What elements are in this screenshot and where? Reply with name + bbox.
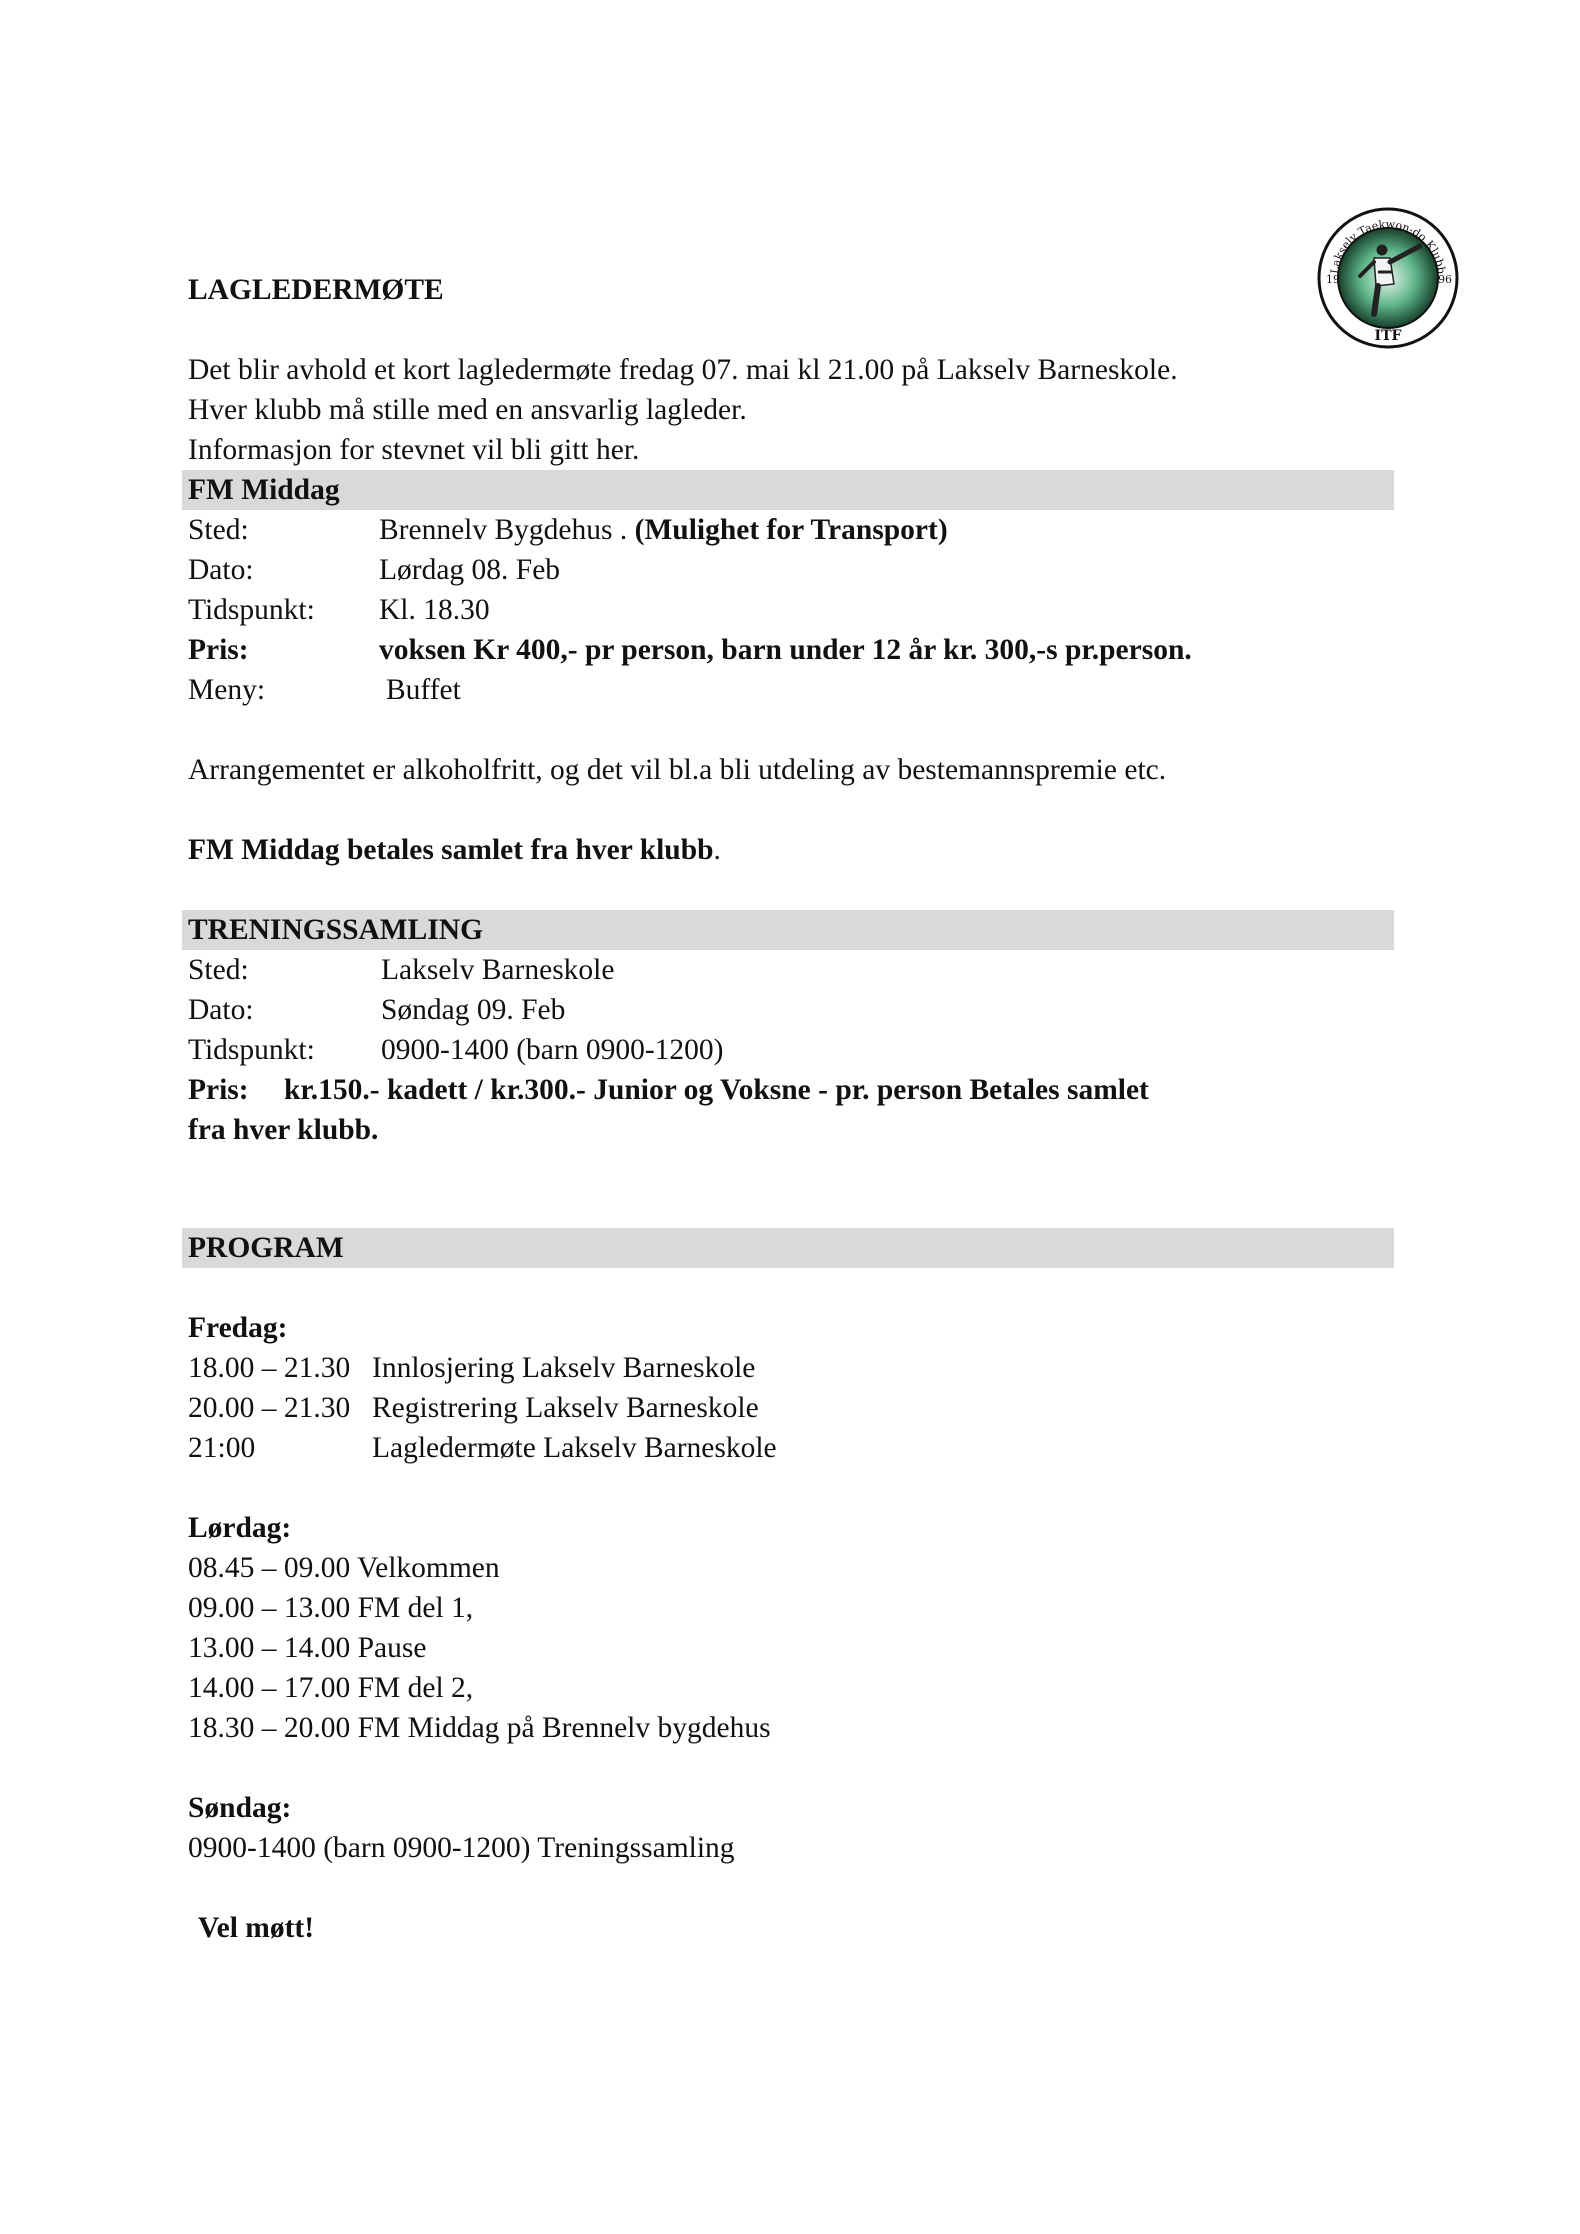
fm-middag-heading: FM Middag: [188, 474, 340, 506]
treningssamling-tid-label: Tidspunkt:: [188, 1034, 315, 1066]
logo-year-left: 19: [1326, 273, 1340, 286]
fm-middag-dato-value: Lørdag 08. Feb: [379, 554, 561, 586]
closing-text: Vel møtt!: [198, 1912, 315, 1944]
fm-middag-payment-bold: FM Middag betales samlet fra hver klubb: [188, 834, 714, 866]
fm-middag-transport-note: (Mulighet for Transport): [634, 514, 948, 546]
logo-ring-text: Lakselv Taekwon-do Klubb: [1328, 217, 1448, 275]
treningssamling-tid-value: 0900-1400 (barn 0900-1200): [381, 1034, 724, 1066]
fm-middag-sted-label: Sted:: [188, 514, 249, 546]
program-fredag-text-2: Registrering Lakselv Barneskole: [372, 1392, 759, 1424]
lagledermote-title: LAGLEDERMØTE: [188, 274, 444, 306]
treningssamling-sted-value: Lakselv Barneskole: [381, 954, 615, 986]
program-lordag-item-5: 18.30 – 20.00 FM Middag på Brennelv bygdehus: [188, 1712, 771, 1744]
club-logo-emblem-icon: [1316, 206, 1460, 350]
fm-middag-payment-end: .: [713, 834, 721, 866]
fm-middag-payment: [188, 830, 721, 870]
treningssamling-pris-label: Pris:: [188, 1074, 249, 1106]
program-heading: PROGRAM: [188, 1232, 344, 1264]
program-sondag-item-1: 0900-1400 (barn 0900-1200) Treningssamling: [188, 1832, 735, 1864]
treningssamling-dato-value: Søndag 09. Feb: [381, 994, 566, 1026]
logo-year-right: 96: [1438, 273, 1452, 286]
program-sondag-label: Søndag:: [188, 1792, 292, 1824]
program-lordag-label: Lørdag:: [188, 1512, 292, 1544]
treningssamling-dato-label: Dato:: [188, 994, 254, 1026]
fm-middag-tid-label: Tidspunkt:: [188, 594, 315, 626]
club-logo: [1316, 206, 1460, 350]
lagledermote-line-1: Det blir avhold et kort lagledermøte fredag 07. mai kl 21.00 på Lakselv Barneskole.: [188, 354, 1178, 386]
program-fredag-time-1: 18.00 – 21.30: [188, 1352, 351, 1384]
program-lordag-item-1: 08.45 – 09.00 Velkommen: [188, 1552, 500, 1584]
program-heading-bar: [182, 1228, 1394, 1268]
program-fredag-time-2: 20.00 – 21.30: [188, 1392, 351, 1424]
fm-middag-dato-label: Dato:: [188, 554, 254, 586]
fm-middag-pris-label: Pris:: [188, 634, 249, 666]
treningssamling-pris-value: kr.150.- kadett / kr.300.- Junior og Voksne - pr. person Betales samlet: [284, 1074, 1149, 1106]
treningssamling-pris-line-2: fra hver klubb.: [188, 1114, 379, 1146]
fm-middag-tid-value: Kl. 18.30: [379, 594, 490, 626]
treningssamling-heading: TRENINGSSAMLING: [188, 914, 484, 946]
fm-middag-meny-value: Buffet: [386, 674, 461, 706]
fm-middag-sted-value: [379, 510, 948, 550]
program-fredag-text-1: Innlosjering Lakselv Barneskole: [372, 1352, 756, 1384]
fm-middag-pris-value: voksen Kr 400,- pr person, barn under 12 år kr. 300,-s pr.person.: [379, 634, 1192, 666]
fm-middag-sted-text: Brennelv Bygdehus .: [379, 514, 628, 546]
treningssamling-heading-bar: [182, 910, 1394, 950]
fm-middag-note: Arrangementet er alkoholfritt, og det vil bl.a bli utdeling av bestemannspremie etc.: [188, 754, 1167, 786]
fm-middag-heading-bar: [182, 470, 1394, 510]
program-lordag-item-3: 13.00 – 14.00 Pause: [188, 1632, 427, 1664]
fm-middag-meny-label: Meny:: [188, 674, 266, 706]
program-fredag-time-3: 21:00: [188, 1432, 256, 1464]
lagledermote-line-3: Informasjon for stevnet vil bli gitt her.: [188, 434, 640, 466]
program-fredag-text-3: Lagledermøte Lakselv Barneskole: [372, 1432, 777, 1464]
program-fredag-label: Fredag:: [188, 1312, 288, 1344]
treningssamling-sted-label: Sted:: [188, 954, 249, 986]
program-lordag-item-2: 09.00 – 13.00 FM del 1,: [188, 1592, 474, 1624]
logo-bottom-text: ITF: [1374, 328, 1402, 344]
program-lordag-item-4: 14.00 – 17.00 FM del 2,: [188, 1672, 474, 1704]
lagledermote-line-2: Hver klubb må stille med en ansvarlig lagleder.: [188, 394, 747, 426]
